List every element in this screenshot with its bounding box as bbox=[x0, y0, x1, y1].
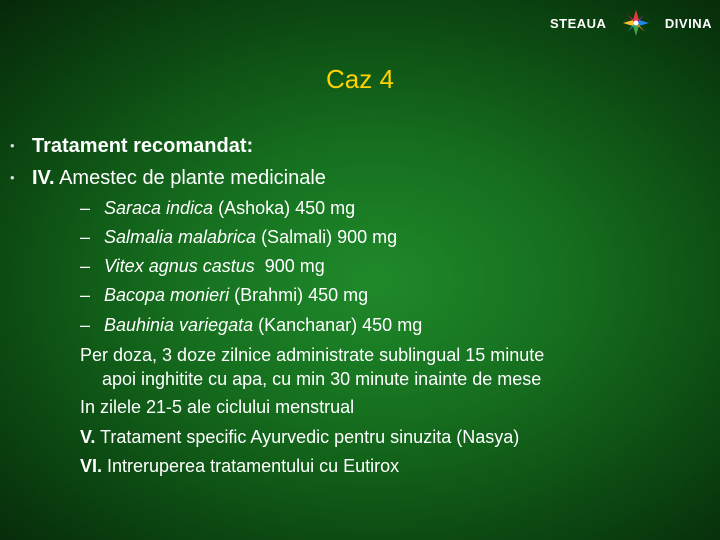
bullet-item bbox=[10, 133, 253, 159]
bullet-icon: • bbox=[10, 170, 15, 185]
plant-name: Bacopa monieri bbox=[104, 285, 230, 305]
plant-detail: (Ashoka) 450 mg bbox=[213, 198, 356, 218]
dash-marker: – bbox=[80, 315, 91, 335]
step-5-text: Tratament specific Ayurvedic pentru sinuzita (Nasya) bbox=[95, 427, 520, 447]
dosage-line-2: apoi inghitite cu apa, cu min 30 minute inainte de mese bbox=[102, 369, 542, 389]
step-6-prefix: VI. bbox=[80, 456, 103, 476]
cycle-line: In zilele 21-5 ale ciclului menstrual bbox=[80, 397, 355, 417]
plant-detail: (Salmali) 900 mg bbox=[256, 227, 398, 247]
plant-item bbox=[80, 196, 355, 220]
logo-text-right: DIVINA bbox=[664, 15, 712, 31]
step-6-line bbox=[80, 454, 399, 478]
plant-detail: 900 mg bbox=[254, 256, 325, 276]
bullet-text: Tratament recomandat: bbox=[32, 135, 254, 157]
plant-item bbox=[80, 254, 325, 278]
bullet-text: Amestec de plante medicinale bbox=[54, 167, 326, 189]
step-5-prefix: V. bbox=[80, 427, 96, 447]
plant-name: Bauhinia variegata bbox=[104, 315, 254, 335]
plant-item bbox=[80, 225, 397, 249]
dash-marker: – bbox=[80, 285, 91, 305]
dash-marker: – bbox=[80, 227, 91, 247]
star-logo-icon bbox=[621, 8, 651, 38]
plant-item bbox=[80, 313, 422, 337]
dosage-line-1: Per doza, 3 doze zilnice administrate sublingual 15 minute bbox=[80, 345, 545, 365]
plant-detail: (Brahmi) 450 mg bbox=[229, 285, 369, 305]
brand-logo bbox=[550, 8, 712, 38]
plant-detail: (Kanchanar) 450 mg bbox=[253, 315, 423, 335]
step-5-line bbox=[80, 425, 519, 449]
step-6-text: Intreruperea tratamentului cu Eutirox bbox=[102, 456, 400, 476]
bullet-prefix: IV. bbox=[32, 167, 55, 189]
plant-item bbox=[80, 283, 368, 307]
bullet-item bbox=[10, 165, 326, 191]
dash-marker: – bbox=[80, 256, 91, 276]
plant-name: Salmalia malabrica bbox=[104, 227, 257, 247]
bullet-icon: • bbox=[10, 138, 15, 153]
dash-marker: – bbox=[80, 198, 91, 218]
plant-name: Vitex agnus castus bbox=[104, 256, 255, 276]
slide-title: Caz 4 bbox=[326, 64, 394, 94]
logo-text-left: STEAUA bbox=[550, 15, 607, 31]
plant-name: Saraca indica bbox=[104, 198, 214, 218]
